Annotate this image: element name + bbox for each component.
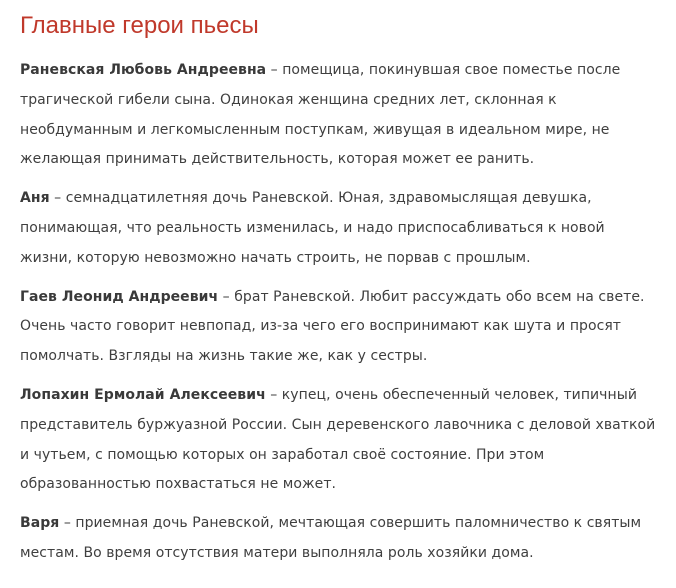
character-description: – помещица, покинувшая свое поместье после трагической гибели сына. Одинокая женщина средних лет, склонная к необдуманным и легкомысленным поступкам, живущая в идеальном мире, не желающая принимать действительность, которая может ее ранить. [20,62,621,168]
character-paragraph-anya [20,184,656,273]
character-name: Лопахин Ермолай Алексеевич [20,386,266,403]
character-paragraph-varya [20,509,656,569]
character-paragraph-lopakhin [20,381,656,500]
character-name: Гаев Леонид Андреевич [20,288,219,305]
character-paragraph-gaev [20,283,656,372]
character-description: – купец, очень обеспеченный человек, типичный представитель буржуазной России. Сын деревенского лавочника с деловой хваткой и чутьем, с помощью которых он заработал своё состояние. При этом образованностью похвастаться не может. [20,386,656,493]
character-name: Раневская Любовь Андреевна [20,62,267,78]
section-heading: Главные герои пьесы [20,12,259,39]
character-paragraph-ranevskaya [20,56,656,175]
character-name: Варя [20,515,60,532]
character-description: – брат Раневской. Любит рассуждать обо всем на свете. Очень часто говорит невпопад, из-за чего его воспринимают как шута и просят помолчать. Взгляды на жизнь такие же, как у сестры. [20,288,645,365]
character-name: Аня [20,190,50,207]
character-description: – приемная дочь Раневской, мечтающая совершить паломничество к святым местам. Во время отсутствия матери выполняла роль хозяйки дома. [20,515,642,561]
character-description: – семнадцатилетняя дочь Раневской. Юная, здравомыслящая девушка, понимающая, что реальность изменилась, и надо приспосабливаться к новой жизни, которую невозможно начать строить, не порвав с прошлым. [20,190,605,266]
